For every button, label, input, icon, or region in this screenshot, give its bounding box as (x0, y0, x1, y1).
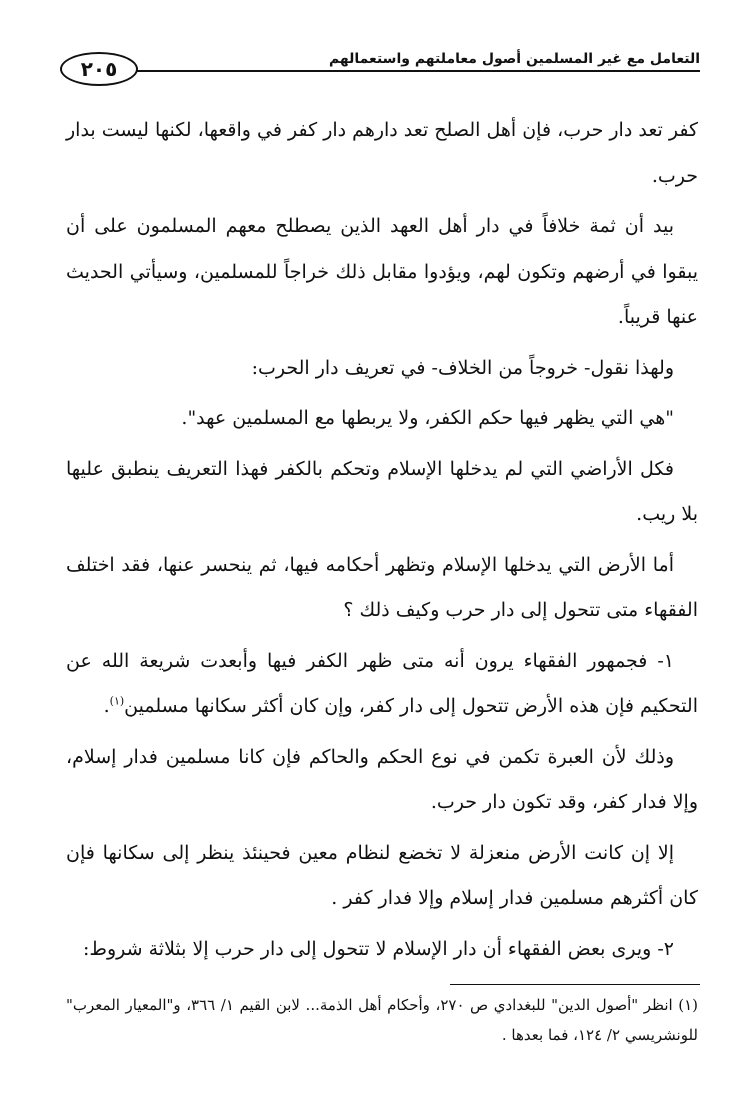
paragraph: فكل الأراضي التي لم يدخلها الإسلام وتحكم بالكفر فهذا التعريف ينطبق عليها بلا ريب. (66, 457, 698, 525)
paragraph-text: ١- فجمهور الفقهاء يرون أنه متى ظهر الكفر فيها وأبعدت شريعة الله عن التحكيم فإن هذه الأرض تتحول إلى دار كفر، وإن كان أكثر سكانها مسلمين (66, 649, 698, 717)
running-title: التعامل مع غير المسلمين أصول معاملتهم واستعمالهم (323, 50, 700, 68)
header-rule (130, 70, 700, 72)
footnote-divider (450, 984, 700, 985)
definition-quote: "هي التي يظهر فيها حكم الكفر، ولا يربطها مع المسلمين عهد". (181, 407, 674, 429)
paragraph: كفر تعد دار حرب، فإن أهل الصلح تعد دارهم دار كفر في واقعها، لكنها ليست بدار حرب. (66, 119, 698, 187)
paragraph: وذلك لأن العبرة تكمن في نوع الحكم والحاكم فإن كانا مسلمين فدار إسلام، وإلا فدار كفر، وقد تكون دار حرب. (66, 745, 698, 813)
page-header (60, 50, 700, 92)
paragraph: بيد أن ثمة خلافاً في دار أهل العهد الذين يصطلح معهم المسلمون على أن يبقوا في أرضهم وتكون لهم، ويؤدوا مقابل ذلك خراجاً للمسلمين، وسيأتي الحديث عنها قريباً. (66, 215, 698, 328)
footnote-text: (١) انظر "أصول الدين" للبغدادي ص ٢٧٠، وأحكام أهل الذمة... لابن القيم ١/ ٣٦٦، و"المعيار المعرب" للونشريسي ٢/ ١٢٤، فما بعدها . (66, 996, 698, 1044)
page-number: ٢٠٥ (60, 52, 138, 86)
paragraph: إلا إن كانت الأرض منعزلة لا تخضع لنظام معين فحينئذ ينظر إلى سكانها فإن كان أكثرهم مسلمين فدار إسلام وإلا فدار كفر . (66, 841, 698, 909)
footnote (66, 990, 698, 1050)
paragraph: ٢- ويرى بعض الفقهاء أن دار الإسلام لا تتحول إلى دار حرب إلا بثلاثة شروط: (83, 937, 674, 960)
body-text (66, 108, 698, 977)
paragraph: أما الأرض التي يدخلها الإسلام وتظهر أحكامه فيها، ثم ينحسر عنها، فقد اختلف الفقهاء متى تتحول إلى دار حرب وكيف ذلك ؟ (66, 553, 698, 621)
paragraph: ولهذا نقول- خروجاً من الخلاف- في تعريف دار الحرب: (251, 356, 674, 379)
paragraph-with-footnote: ١- فجمهور الفقهاء يرون أنه متى ظهر الكفر فيها وأبعدت شريعة الله عن التحكيم فإن هذه الأرض تتحول إلى دار كفر، وإن كان أكثر سكانها مسلمين$^{(١)}$. (66, 649, 698, 717)
footnote-reference: (١) (109, 694, 125, 708)
